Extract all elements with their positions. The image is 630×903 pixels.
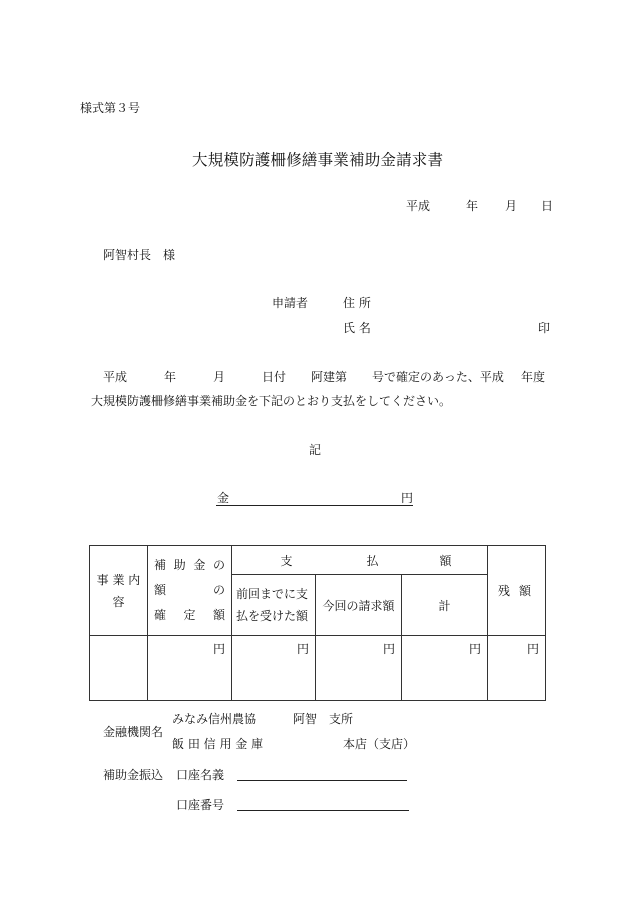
date-year: 年 xyxy=(466,199,479,213)
document-title: 大規模防護柵修繕事業補助金請求書 xyxy=(192,151,444,169)
business-content-cell xyxy=(90,636,148,701)
body-ref: 阿建第 xyxy=(311,370,348,384)
amount-unit: 円 xyxy=(401,491,414,505)
ch: 定 xyxy=(183,608,196,622)
ki-mark: 記 xyxy=(309,443,322,457)
remaining-cell: 円 xyxy=(488,636,546,701)
applicant-label: 申請者 xyxy=(272,296,309,310)
previous-paid-cell: 円 xyxy=(232,636,316,701)
previous-paid-header xyxy=(232,575,316,636)
bank-name-1: みなみ信州農協 xyxy=(172,712,257,726)
remaining-header xyxy=(488,546,546,636)
body-fy: 年度 xyxy=(521,370,546,384)
date-month: 月 xyxy=(505,199,518,213)
branch-2: 本店（支店） xyxy=(343,737,416,751)
current-request-header: 今回の請求額 xyxy=(316,575,402,636)
pay-char: 額 xyxy=(439,553,452,568)
payment-table xyxy=(89,545,546,701)
remain-char: 額 xyxy=(518,584,531,598)
account-name-line xyxy=(237,780,407,781)
business-content-line2: 容 xyxy=(112,594,125,609)
body-month: 月 xyxy=(213,370,226,384)
confirmed-amount-cell: 円 xyxy=(148,636,232,701)
body-line2: 大規模防護柵修繕事業補助金を下記のとおり支払をしてください。 xyxy=(91,394,452,408)
ch: 助 xyxy=(173,558,186,572)
account-number-label: 口座番号 xyxy=(176,798,225,812)
body-dated: 日付 xyxy=(262,370,287,384)
confirmed-amount-header xyxy=(148,546,232,636)
prev-line1: 前回までに支 xyxy=(236,587,309,601)
ch: 確 xyxy=(154,608,167,622)
remain-char: 残 xyxy=(498,584,511,598)
current-request-cell: 円 xyxy=(316,636,402,701)
pay-char: 支 xyxy=(280,553,293,568)
ch: 金 xyxy=(193,558,206,572)
ch: 補 xyxy=(154,558,167,572)
pay-char: 払 xyxy=(366,553,379,568)
transfer-label: 補助金振込 xyxy=(103,768,164,782)
ch: の xyxy=(212,583,225,597)
amount-label: 金 xyxy=(217,491,230,505)
date-era: 平成 xyxy=(406,199,431,213)
name-label: 氏 名 xyxy=(343,321,371,335)
addressee: 阿智村長 様 xyxy=(103,248,176,262)
account-number-line xyxy=(237,810,409,811)
form-number: 様式第３号 xyxy=(80,101,141,115)
address-label: 住 所 xyxy=(343,296,371,310)
amount-underline xyxy=(216,505,413,506)
seal-mark: 印 xyxy=(538,321,551,335)
body-year: 年 xyxy=(164,370,177,384)
business-content-line1: 事 業 内 xyxy=(96,572,141,587)
ch: 額 xyxy=(212,608,225,622)
total-header: 計 xyxy=(402,575,488,636)
body-era: 平成 xyxy=(103,370,128,384)
ch: の xyxy=(212,558,225,572)
date-day: 日 xyxy=(541,199,554,213)
bank-name-2: 飯 田 信 用 金 庫 xyxy=(172,737,264,751)
business-content-header xyxy=(90,546,148,636)
account-name-label: 口座名義 xyxy=(176,768,225,782)
bank-label: 金融機関名 xyxy=(103,725,164,739)
total-cell: 円 xyxy=(402,636,488,701)
ch: 額 xyxy=(154,583,167,597)
payment-amount-header xyxy=(232,546,488,575)
body-mid: 号で確定のあった、平成 xyxy=(372,370,504,384)
prev-line2: 払を受けた額 xyxy=(236,609,309,623)
branch-1: 阿智 支所 xyxy=(293,712,354,726)
